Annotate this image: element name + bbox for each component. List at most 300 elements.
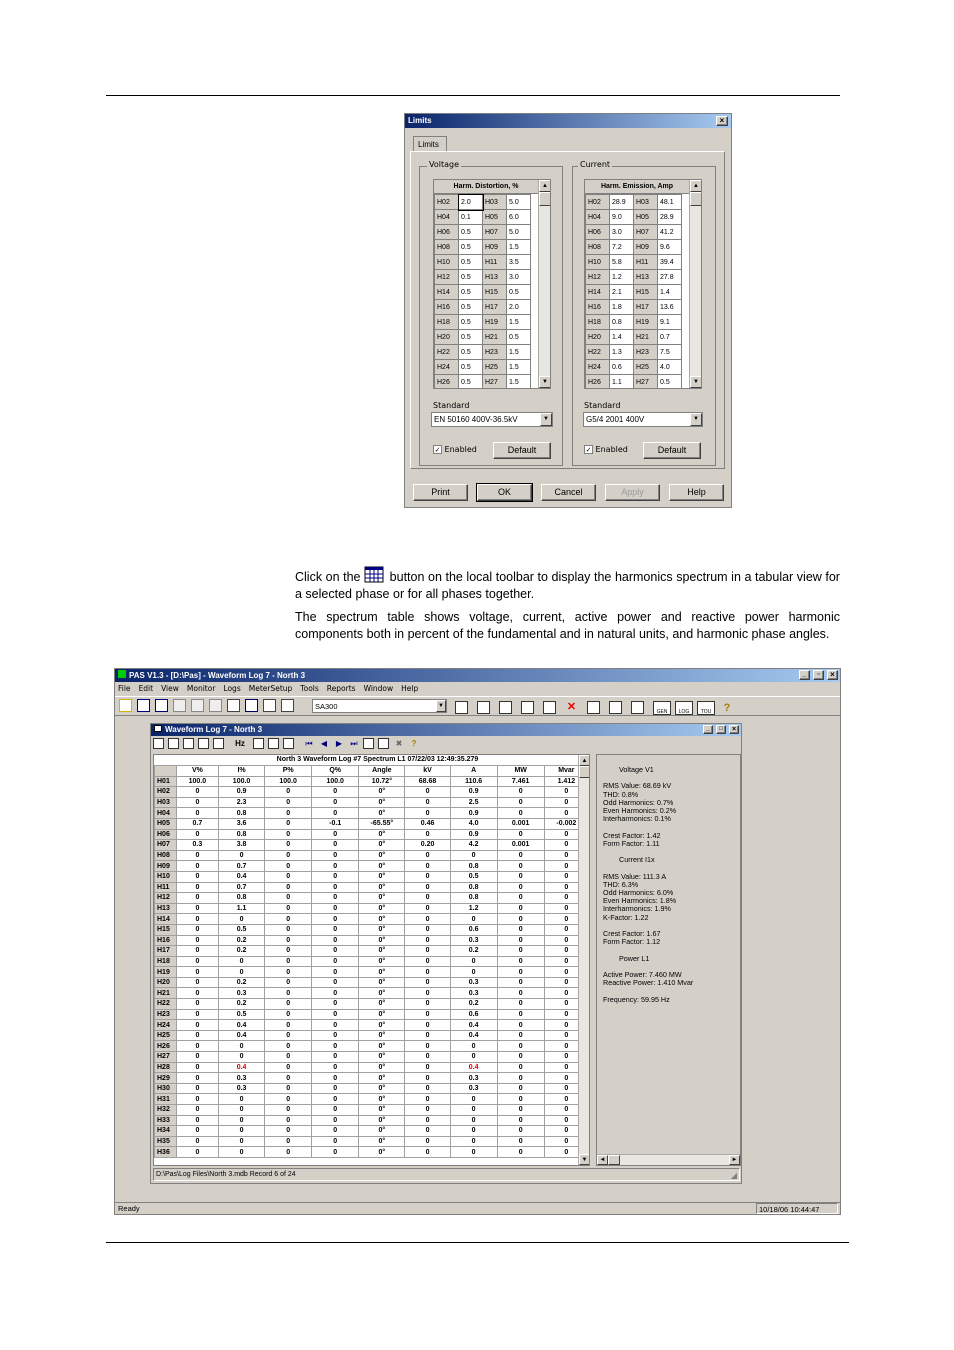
limit-value-cell[interactable]: 0.5 <box>459 375 483 390</box>
harmonic-label: H24 <box>586 360 610 375</box>
window-icon <box>154 725 162 732</box>
table-row[interactable] <box>155 946 589 957</box>
table-cell: 0° <box>359 861 405 872</box>
table-cell: 0 <box>176 861 218 872</box>
column-header: I% <box>219 766 265 777</box>
table-row[interactable] <box>155 829 589 840</box>
table-view-icon[interactable] <box>455 701 468 714</box>
table-cell: 0 <box>312 914 359 925</box>
table-row[interactable] <box>155 988 589 999</box>
limit-value-cell[interactable]: 0.5 <box>507 330 531 345</box>
table-cell: 0 <box>497 1041 544 1052</box>
table-cell: 0 <box>450 1105 497 1116</box>
harmonic-label: H15 <box>634 285 658 300</box>
voltage-standard-select[interactable] <box>431 412 553 427</box>
limit-value-cell[interactable]: 6.0 <box>507 210 531 225</box>
limit-value-cell[interactable]: 28.9 <box>658 210 682 225</box>
table-row[interactable] <box>155 787 589 798</box>
menu-item-logs[interactable]: Logs <box>223 684 241 693</box>
image-icon[interactable] <box>521 701 534 714</box>
table-cell: 0 <box>405 871 450 882</box>
harmonic-label: H16 <box>586 300 610 315</box>
chevron-down-icon[interactable]: ▼ <box>690 413 702 426</box>
harmonic-label: H12 <box>435 270 459 285</box>
current-scrollbar[interactable] <box>689 180 702 388</box>
voltage-enabled-label: Enabled <box>444 445 477 454</box>
minimize-icon[interactable]: _ <box>799 670 810 680</box>
table-cell: 0 <box>405 808 450 819</box>
limit-value-cell[interactable]: 2.0 <box>459 195 483 210</box>
harmonic-label: H08 <box>586 240 610 255</box>
table-cell: 0 <box>265 988 312 999</box>
table-row[interactable] <box>155 999 589 1010</box>
print-icon[interactable] <box>227 699 240 712</box>
harmonic-label: H14 <box>435 285 459 300</box>
close-icon[interactable]: × <box>827 670 838 680</box>
table-row[interactable] <box>155 882 589 893</box>
table-row[interactable] <box>155 1030 589 1041</box>
table-row[interactable] <box>155 1105 589 1116</box>
info-line: K-Factor: 1.22 <box>603 912 649 922</box>
table-cell: 68.68 <box>405 776 450 787</box>
current-standard-select[interactable] <box>583 412 703 427</box>
delete-icon[interactable]: ✕ <box>566 701 577 714</box>
voltage-default-button[interactable]: Default <box>493 442 551 459</box>
table-cell: 3.8 <box>219 840 265 851</box>
table-cell: 0 <box>176 893 218 904</box>
filter-icon[interactable] <box>213 738 224 749</box>
limit-value-cell[interactable]: 5.0 <box>507 225 531 240</box>
first-record-icon[interactable]: ⏮ <box>305 739 313 748</box>
resize-grip-icon[interactable]: ◢ <box>730 1171 737 1180</box>
harmonic-label: H34 <box>155 1126 177 1137</box>
limit-value-cell[interactable]: 9.6 <box>658 240 682 255</box>
table-cell: 0 <box>544 999 588 1010</box>
table-cell: 0° <box>359 840 405 851</box>
limit-value-cell[interactable]: 0.5 <box>459 315 483 330</box>
device-select[interactable] <box>312 699 447 713</box>
scroll-down-icon[interactable]: ▼ <box>539 376 551 388</box>
table-cell: 0 <box>405 850 450 861</box>
properties-icon[interactable] <box>263 699 276 712</box>
table-cell: 0° <box>359 1115 405 1126</box>
harmonic-label: H03 <box>155 797 177 808</box>
limit-value-cell[interactable]: 0.5 <box>459 330 483 345</box>
table-cell: 0 <box>544 797 588 808</box>
info-hscrollbar[interactable] <box>597 1154 740 1165</box>
table-cell: 0 <box>312 1052 359 1063</box>
table-cell: 0° <box>359 1041 405 1052</box>
scroll-right-icon[interactable]: ► <box>729 1155 740 1165</box>
harmonic-label: H25 <box>483 360 507 375</box>
scroll-up-icon[interactable]: ▲ <box>690 180 702 192</box>
table-row[interactable] <box>155 797 589 808</box>
limit-value-cell[interactable]: 2.1 <box>610 285 634 300</box>
current-standard-value: G5/4 2001 400V <box>586 415 645 424</box>
help-button[interactable]: Help <box>669 484 724 501</box>
menu-item-tools[interactable]: Tools <box>300 684 319 693</box>
table-row[interactable] <box>155 840 589 851</box>
limit-value-cell[interactable]: 0.6 <box>610 360 634 375</box>
menu-item-view[interactable]: View <box>161 684 179 693</box>
harmonic-label: H24 <box>435 360 459 375</box>
check-icon: ✓ <box>585 446 592 454</box>
harmonic-label: H09 <box>634 240 658 255</box>
limit-value-cell[interactable]: 0.7 <box>658 330 682 345</box>
table-cell: 0 <box>497 946 544 957</box>
limit-value-cell[interactable]: 0.8 <box>610 315 634 330</box>
limit-value-cell[interactable]: 1.5 <box>507 345 531 360</box>
table-row[interactable] <box>155 808 589 819</box>
scroll-thumb[interactable] <box>539 192 551 206</box>
limit-value-cell[interactable]: 7.2 <box>610 240 634 255</box>
waveform-icon[interactable] <box>153 738 164 749</box>
save-icon[interactable] <box>137 699 150 712</box>
paste-icon[interactable] <box>209 699 222 712</box>
table-row[interactable] <box>155 956 589 967</box>
table-cell: 0 <box>544 1136 588 1147</box>
info-line: Form Factor: 1.12 <box>603 937 661 947</box>
table-cell: 0 <box>312 977 359 988</box>
table-row[interactable] <box>155 1073 589 1084</box>
chevron-down-icon[interactable]: ▼ <box>436 700 446 712</box>
table-cell: 0 <box>450 1041 497 1052</box>
spectrum-chart-icon[interactable] <box>198 738 209 749</box>
table-row[interactable] <box>155 1126 589 1137</box>
table-cell: 0 <box>176 797 218 808</box>
limit-value-cell[interactable]: 1.2 <box>610 270 634 285</box>
table-cell: 0° <box>359 1020 405 1031</box>
table-row[interactable] <box>155 1009 589 1020</box>
hz-button[interactable]: Hz <box>235 739 245 748</box>
table-row[interactable] <box>155 1020 589 1031</box>
copy-icon[interactable] <box>191 699 204 712</box>
table-row[interactable] <box>155 1136 589 1147</box>
ok-button[interactable]: OK <box>477 484 532 501</box>
last-record-icon[interactable]: ⏭ <box>350 739 358 748</box>
scroll-thumb[interactable] <box>608 1155 620 1165</box>
table-cell: 0 <box>312 797 359 808</box>
menu-item-monitor[interactable]: Monitor <box>186 684 216 693</box>
phasor-icon[interactable] <box>268 738 279 749</box>
harmonic-label: H30 <box>155 1083 177 1094</box>
limit-value-cell[interactable]: 0.5 <box>459 360 483 375</box>
harmonic-label: H02 <box>155 787 177 798</box>
table-cell: 0 <box>497 935 544 946</box>
harmonic-label: H21 <box>483 330 507 345</box>
harmonic-label: H09 <box>155 861 177 872</box>
device-value: SA300 <box>315 702 338 711</box>
table-row[interactable] <box>155 1094 589 1105</box>
limit-value-cell[interactable]: 0.5 <box>459 255 483 270</box>
table-cell: 0.4 <box>219 1020 265 1031</box>
current-grid <box>584 179 702 389</box>
upload-icon[interactable] <box>609 701 622 714</box>
table-row[interactable] <box>155 776 589 787</box>
menu-item-edit[interactable]: Edit <box>138 684 154 693</box>
table-cell: 4.0 <box>450 818 497 829</box>
table-cell: 0 <box>450 1136 497 1147</box>
table-row[interactable] <box>155 1062 589 1073</box>
table-cell: 0 <box>176 1073 218 1084</box>
limit-value-cell[interactable]: 3.5 <box>507 255 531 270</box>
column-header: kV <box>405 766 450 777</box>
harmonic-label: H05 <box>634 210 658 225</box>
table-cell: 0° <box>359 797 405 808</box>
harmonic-label: H26 <box>586 375 610 390</box>
table-cell: 0 <box>176 946 218 957</box>
connect-icon[interactable] <box>281 699 294 712</box>
stop-icon[interactable] <box>587 701 600 714</box>
limit-value-cell[interactable]: 3.0 <box>610 225 634 240</box>
menu-item-metersetup[interactable]: MeterSetup <box>248 684 293 693</box>
save-all-icon[interactable] <box>155 699 168 712</box>
table-cell: 0 <box>265 903 312 914</box>
table-cell: 0.9 <box>450 829 497 840</box>
limit-value-cell[interactable]: 1.5 <box>507 375 531 390</box>
harmonic-label: H25 <box>155 1030 177 1041</box>
tou-tou-button[interactable]: TOU <box>697 701 715 715</box>
sync-icon[interactable] <box>363 738 374 749</box>
table-cell: 0 <box>405 882 450 893</box>
table-cell: 4.2 <box>450 840 497 851</box>
limit-value-cell[interactable]: 0.5 <box>459 285 483 300</box>
cut-icon[interactable] <box>173 699 186 712</box>
tab-limits[interactable]: Limits <box>413 136 447 151</box>
minimize-icon[interactable]: _ <box>703 725 713 734</box>
harmonic-label: H07 <box>483 225 507 240</box>
limit-row <box>435 210 531 225</box>
table-row[interactable] <box>155 1083 589 1094</box>
rms-icon[interactable] <box>168 738 179 749</box>
table-row[interactable] <box>155 935 589 946</box>
scroll-down-icon[interactable]: ▼ <box>690 376 702 388</box>
image-check-icon[interactable] <box>543 701 556 714</box>
limit-value-cell[interactable]: 41.2 <box>658 225 682 240</box>
help-icon[interactable]: ? <box>411 739 417 748</box>
table-cell: 0 <box>176 903 218 914</box>
limit-value-cell[interactable]: 1.5 <box>507 360 531 375</box>
download-icon[interactable] <box>631 701 644 714</box>
table-cell: 0 <box>497 850 544 861</box>
chart-icon[interactable] <box>499 701 512 714</box>
limit-value-cell[interactable]: 0.5 <box>459 240 483 255</box>
table-cell: 0 <box>312 988 359 999</box>
table-cell: 0 <box>312 956 359 967</box>
menu-item-window[interactable]: Window <box>363 684 394 693</box>
table-cell: 0° <box>359 977 405 988</box>
table-cell: 0 <box>497 882 544 893</box>
close-icon[interactable]: × <box>729 725 739 734</box>
harmonic-label: H31 <box>155 1094 177 1105</box>
limit-value-cell[interactable]: 27.8 <box>658 270 682 285</box>
limit-value-cell[interactable]: 0.5 <box>459 345 483 360</box>
apply-button[interactable]: Apply <box>605 484 660 501</box>
column-header: MW <box>497 766 544 777</box>
maximize-icon[interactable]: □ <box>716 725 726 734</box>
table-cell: 0 <box>405 1009 450 1020</box>
table-cell: 0° <box>359 1147 405 1158</box>
limit-value-cell[interactable]: 5.8 <box>610 255 634 270</box>
cancel-icon[interactable]: ✖ <box>395 739 403 748</box>
harmonic-label: H16 <box>435 300 459 315</box>
open-folder-icon[interactable] <box>119 699 132 712</box>
voltage-standard-value: EN 50160 400V-36.5kV <box>434 415 518 424</box>
child-status-bar <box>153 1168 740 1181</box>
table-row[interactable] <box>155 818 589 829</box>
table-row[interactable] <box>155 1052 589 1063</box>
table-cell: 0.3 <box>450 1073 497 1084</box>
current-enabled-checkbox[interactable] <box>584 445 628 454</box>
table-cell: 0° <box>359 1030 405 1041</box>
menu-bar <box>115 682 840 696</box>
limit-value-cell[interactable]: 1.4 <box>658 285 682 300</box>
tou-log-button[interactable]: LOG <box>675 701 693 715</box>
limit-value-cell[interactable]: 1.1 <box>610 375 634 390</box>
limit-value-cell[interactable]: 0.1 <box>459 210 483 225</box>
prev-record-icon[interactable]: ◀ <box>320 739 328 748</box>
table-cell: 0° <box>359 1136 405 1147</box>
limit-value-cell[interactable]: 4.0 <box>658 360 682 375</box>
scroll-thumb[interactable] <box>579 766 590 778</box>
chevron-down-icon[interactable]: ▼ <box>540 413 552 426</box>
table-row[interactable] <box>155 903 589 914</box>
table-row[interactable] <box>155 861 589 872</box>
calendar-icon[interactable] <box>245 699 258 712</box>
table-row[interactable] <box>155 871 589 882</box>
limit-value-cell[interactable]: 3.0 <box>507 270 531 285</box>
harmonic-label: H18 <box>155 956 177 967</box>
table-cell: 0 <box>544 1126 588 1137</box>
scroll-left-icon[interactable]: ◄ <box>597 1155 608 1165</box>
harmonics-icon[interactable] <box>183 738 194 749</box>
current-default-button[interactable]: Default <box>643 442 701 459</box>
limit-value-cell[interactable]: 1.8 <box>610 300 634 315</box>
help-icon[interactable]: ? <box>723 701 731 714</box>
limit-value-cell[interactable]: 0.5 <box>459 270 483 285</box>
limit-value-cell[interactable]: 0.5 <box>459 300 483 315</box>
print-button[interactable]: Print <box>413 484 468 501</box>
table-cell: 0 <box>544 1009 588 1020</box>
table-row[interactable] <box>155 924 589 935</box>
tou-gen-button[interactable]: GEN <box>653 701 671 715</box>
limit-row <box>586 225 682 240</box>
limit-value-cell[interactable]: 1.3 <box>610 345 634 360</box>
restore-icon[interactable]: ▫ <box>813 670 824 680</box>
limit-value-cell[interactable]: 9.1 <box>658 315 682 330</box>
limit-value-cell[interactable]: 28.9 <box>610 195 634 210</box>
menu-item-help[interactable]: Help <box>401 684 419 693</box>
harmonic-label: H10 <box>586 255 610 270</box>
table-cell: 0 <box>176 1030 218 1041</box>
limit-value-cell[interactable]: 2.0 <box>507 300 531 315</box>
table-scrollbar[interactable] <box>578 755 590 1165</box>
table-view-icon <box>364 566 384 583</box>
limit-value-cell[interactable]: 7.5 <box>658 345 682 360</box>
table-row[interactable] <box>155 977 589 988</box>
table-cell: 0 <box>497 1105 544 1116</box>
harmonic-label: H13 <box>634 270 658 285</box>
table-cell: 0 <box>405 967 450 978</box>
limit-value-cell[interactable]: 0.5 <box>507 285 531 300</box>
limit-value-cell[interactable]: 0.5 <box>658 375 682 390</box>
limit-value-cell[interactable]: 5.0 <box>507 195 531 210</box>
table-cell: 0 <box>544 829 588 840</box>
info-line: THD: 6.3% <box>603 879 639 889</box>
voltage-enabled-checkbox[interactable] <box>433 445 477 454</box>
voltage-scrollbar[interactable] <box>538 180 551 388</box>
table-row[interactable] <box>155 850 589 861</box>
harmonic-label: H09 <box>483 240 507 255</box>
table-cell: 0 <box>176 914 218 925</box>
table-cell: 0 <box>219 1094 265 1105</box>
undo-icon[interactable] <box>378 738 389 749</box>
limit-value-cell[interactable]: 1.5 <box>507 240 531 255</box>
table-cell: 10.72° <box>359 776 405 787</box>
table-cell: 0.3 <box>219 988 265 999</box>
table-row[interactable] <box>155 914 589 925</box>
info-pane <box>596 754 741 1166</box>
data-monitor-icon[interactable] <box>477 701 490 714</box>
scroll-up-icon[interactable]: ▲ <box>539 180 551 192</box>
table-cell: 0° <box>359 1083 405 1094</box>
cancel-button[interactable]: Cancel <box>541 484 596 501</box>
harmonic-label: H22 <box>586 345 610 360</box>
menu-item-file[interactable]: File <box>118 684 131 693</box>
limit-value-cell[interactable]: 48.1 <box>658 195 682 210</box>
table-cell: 0 <box>405 999 450 1010</box>
table-row[interactable] <box>155 1147 589 1158</box>
spectrum-table-pane <box>153 754 590 1166</box>
column-header: V% <box>176 766 218 777</box>
table-cell: 0 <box>497 1009 544 1020</box>
scroll-down-icon[interactable]: ▼ <box>579 1154 590 1165</box>
table-cell: 0 <box>312 1094 359 1105</box>
close-icon[interactable]: × <box>716 116 728 126</box>
table-cell: 0 <box>176 1094 218 1105</box>
next-record-icon[interactable]: ▶ <box>335 739 343 748</box>
harmonic-label: H20 <box>586 330 610 345</box>
limit-value-cell[interactable]: 9.0 <box>610 210 634 225</box>
dialog-titlebar <box>405 114 731 128</box>
table-cell: 0.3 <box>450 1083 497 1094</box>
table-row[interactable] <box>155 967 589 978</box>
menu-item-reports[interactable]: Reports <box>326 684 356 693</box>
table-cell: 1.412 <box>544 776 588 787</box>
table-cell: 0 <box>265 893 312 904</box>
table-row[interactable] <box>155 1115 589 1126</box>
table-cell: 0 <box>497 1115 544 1126</box>
limit-value-cell[interactable]: 39.4 <box>658 255 682 270</box>
harmonic-label: H27 <box>483 375 507 390</box>
limit-value-cell[interactable]: 1.5 <box>507 315 531 330</box>
limit-value-cell[interactable]: 1.4 <box>610 330 634 345</box>
table-cell: 0 <box>544 924 588 935</box>
scroll-up-icon[interactable]: ▲ <box>579 755 590 766</box>
table-row[interactable] <box>155 1041 589 1052</box>
scroll-thumb[interactable] <box>690 192 702 206</box>
properties-icon[interactable] <box>283 738 294 749</box>
table-row[interactable] <box>155 893 589 904</box>
table-cell: 0 <box>265 861 312 872</box>
limit-value-cell[interactable]: 13.6 <box>658 300 682 315</box>
limit-value-cell[interactable]: 0.5 <box>459 225 483 240</box>
harmonic-label: H06 <box>586 225 610 240</box>
table-cell: 0 <box>176 988 218 999</box>
table-cell: 0 <box>544 1073 588 1084</box>
list-icon[interactable] <box>253 738 264 749</box>
table-cell: 0 <box>405 797 450 808</box>
